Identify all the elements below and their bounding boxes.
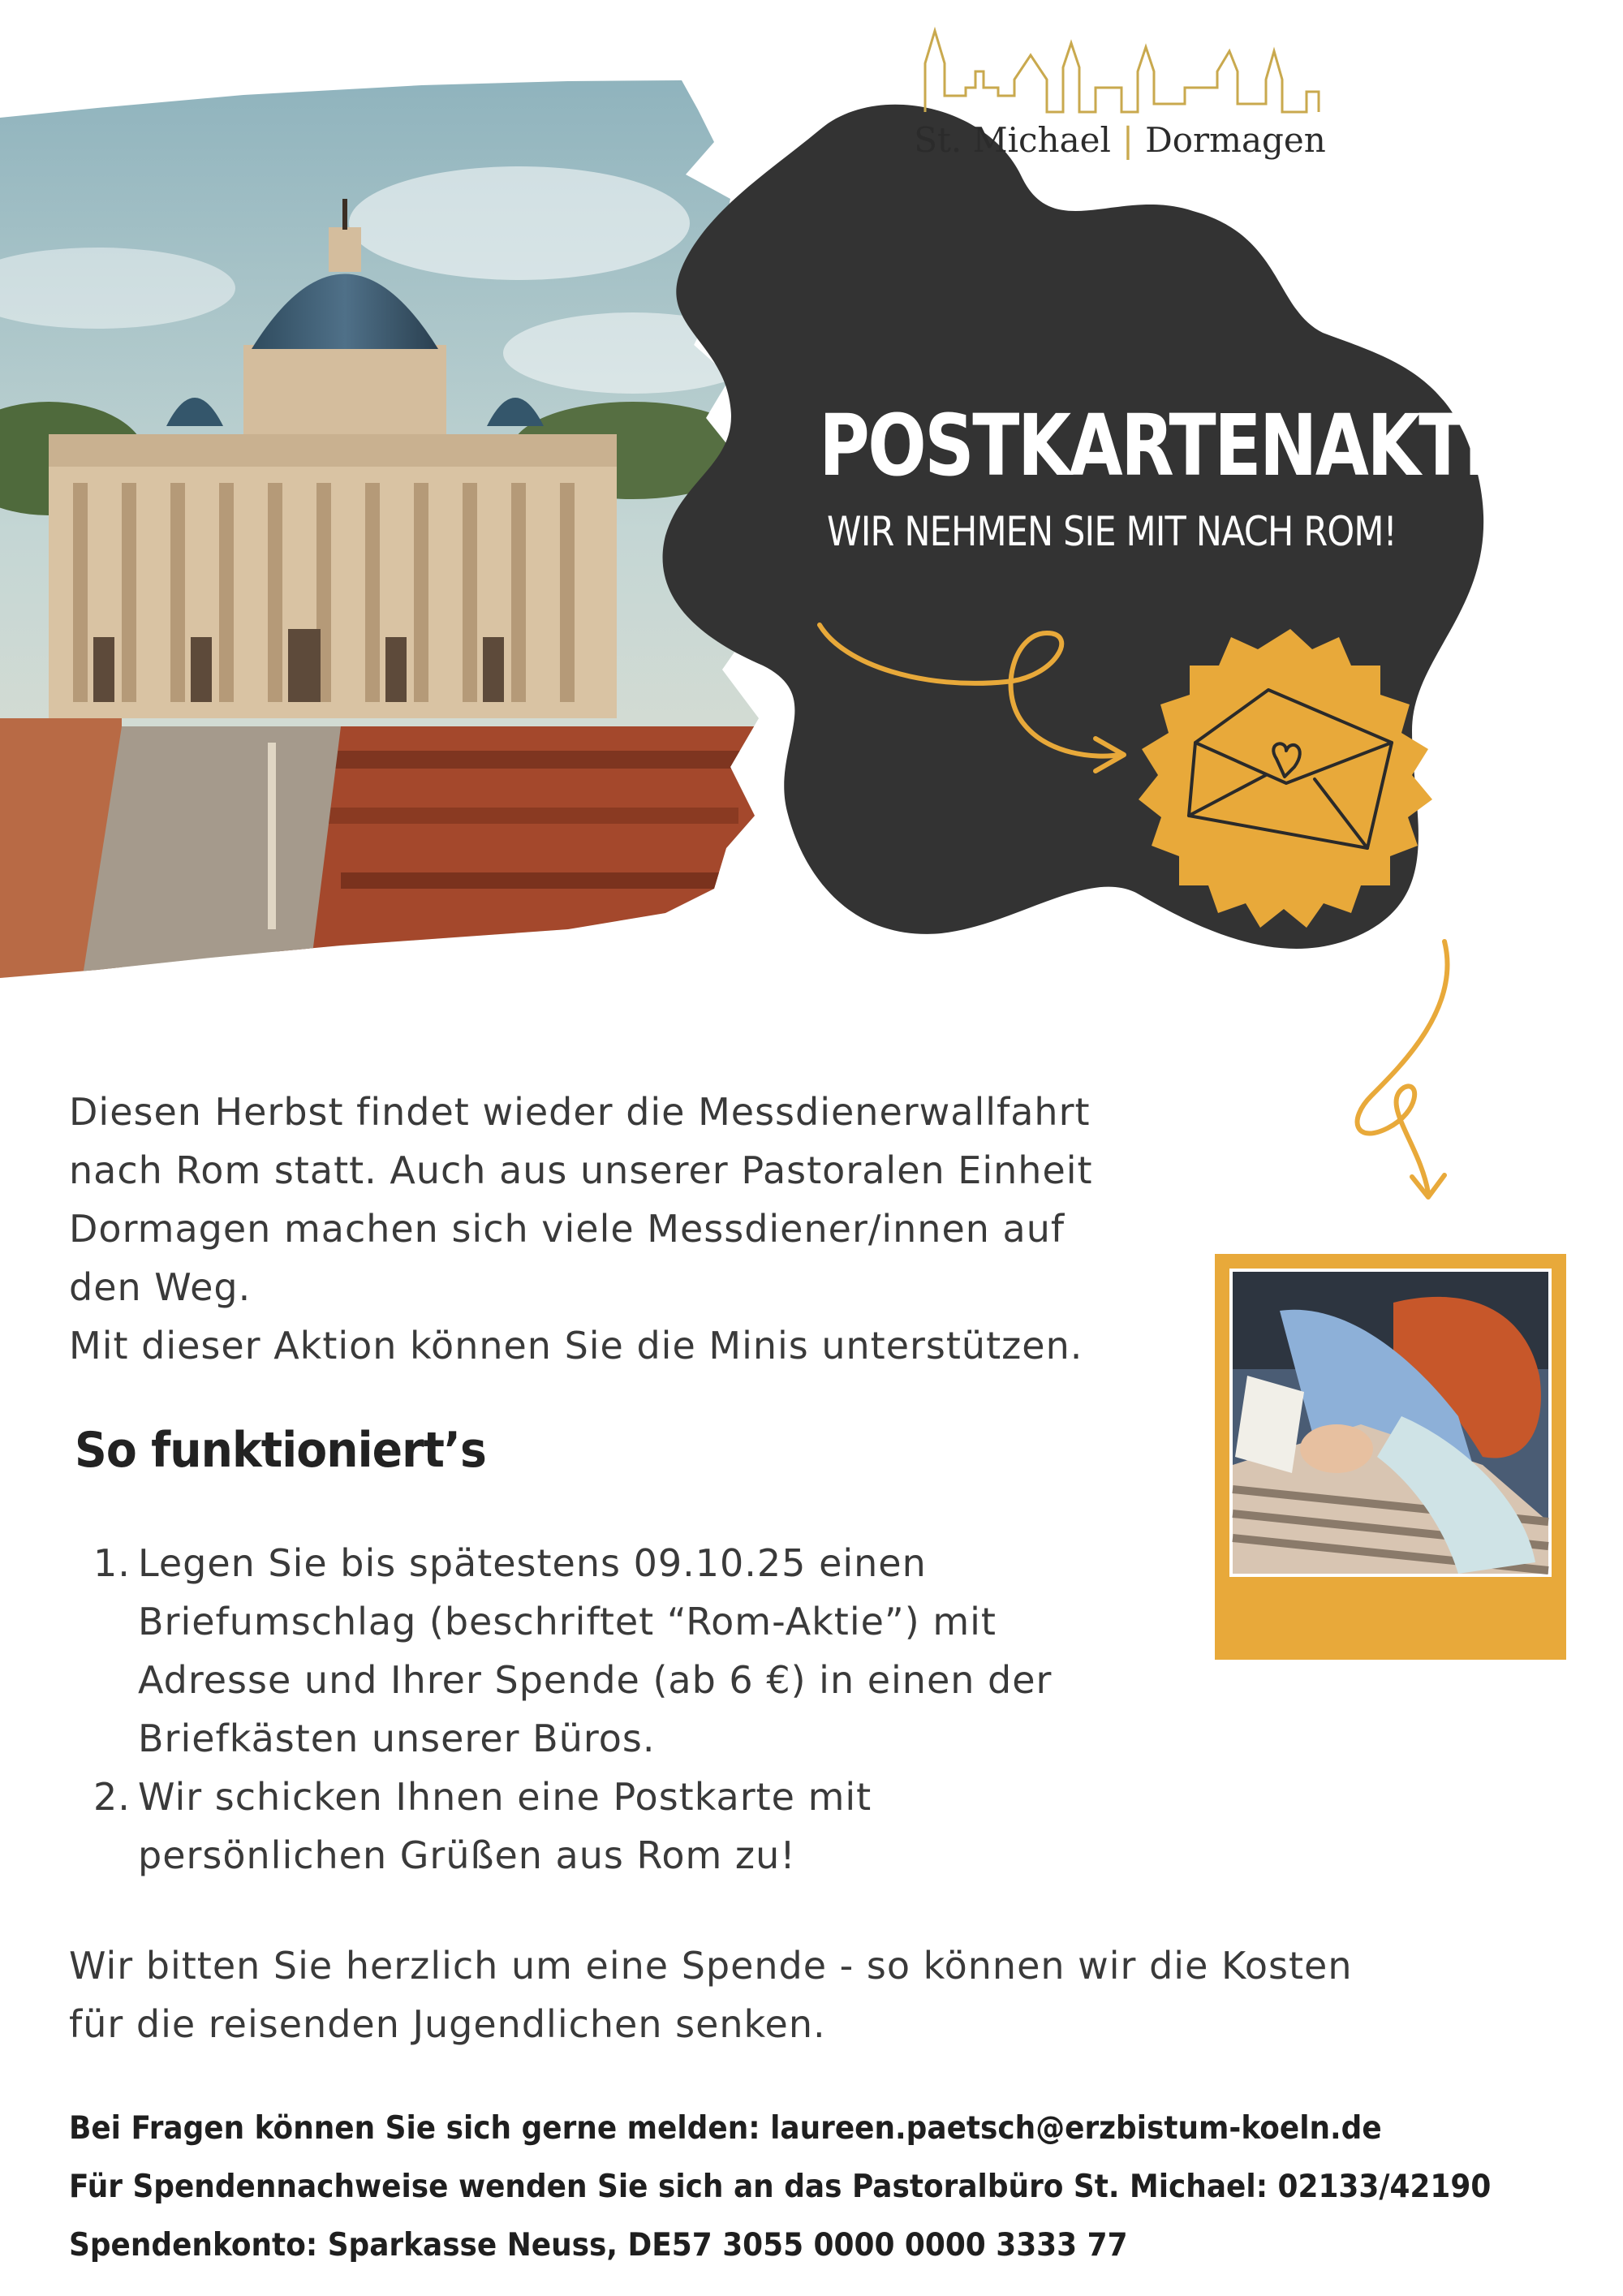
intro-line: Mit dieser Aktion können Sie die Minis unterstützen. xyxy=(69,1324,1083,1368)
step-line: Briefumschlag (beschriftet “Rom-Aktie”) mit xyxy=(138,1600,997,1643)
envelope-heart-icon xyxy=(1132,621,1449,937)
intro-line: Diesen Herbst findet wieder die Messdienerwallfahrt xyxy=(69,1090,1091,1134)
steps-list xyxy=(93,1534,1213,1885)
intro-line: den Weg. xyxy=(69,1265,252,1309)
polaroid-photo xyxy=(1215,1254,1566,1660)
curly-arrow-icon xyxy=(1331,933,1477,1209)
closing-line: für die reisenden Jugendlichen senken. xyxy=(69,2002,826,2046)
intro-line: Dormagen machen sich viele Messdiener/innen auf xyxy=(69,1207,1065,1251)
step-line: Adresse und Ihrer Spende (ab 6 €) in einen der xyxy=(138,1658,1053,1702)
contact-email-line: Bei Fragen können Sie sich gerne melden: laureen.paetsch@erzbistum-koeln.de xyxy=(69,2110,1382,2147)
list-item xyxy=(93,1534,1213,1768)
closing-line: Wir bitten Sie herzlich um eine Spende - so können wir die Kosten xyxy=(69,1944,1353,1988)
logo-wordmark xyxy=(909,120,1331,160)
section-heading: So funktioniert’s xyxy=(75,1422,486,1479)
closing-paragraph xyxy=(69,1936,1554,2053)
logo-town: Dormagen xyxy=(1145,120,1326,160)
curly-arrow-icon xyxy=(812,617,1152,795)
step-line: Briefkästen unserer Büros. xyxy=(138,1717,656,1760)
step-number: 1. xyxy=(93,1541,131,1585)
donation-receipt-line: Für Spendennachweise wenden Sie sich an das Pastoralbüro St. Michael: 02133/42190 xyxy=(69,2169,1492,2205)
page-subtitle: WIR NEHMEN SIE MIT NACH ROM! xyxy=(827,508,1397,555)
step-number: 2. xyxy=(93,1775,131,1819)
bank-account-line: Spendenkonto: Sparkasse Neuss, DE57 3055 0000 0000 3333 77 xyxy=(69,2227,1128,2264)
intro-line: nach Rom statt. Auch aus unserer Pastoralen Einheit xyxy=(69,1148,1093,1192)
logo-separator: | xyxy=(1121,120,1134,160)
logo-parish: St. Michael xyxy=(914,120,1111,160)
step-line: persönlichen Grüßen aus Rom zu! xyxy=(138,1833,796,1877)
step-line: Wir schicken Ihnen eine Postkarte mit xyxy=(138,1775,872,1819)
list-item xyxy=(93,1768,1213,1885)
page-title: POSTKARTENAKTION xyxy=(819,396,1601,495)
step-line: Legen Sie bis spätestens 09.10.25 einen xyxy=(138,1541,927,1585)
skyline-logo-icon xyxy=(909,23,1331,185)
intro-paragraph xyxy=(69,1083,1238,1375)
